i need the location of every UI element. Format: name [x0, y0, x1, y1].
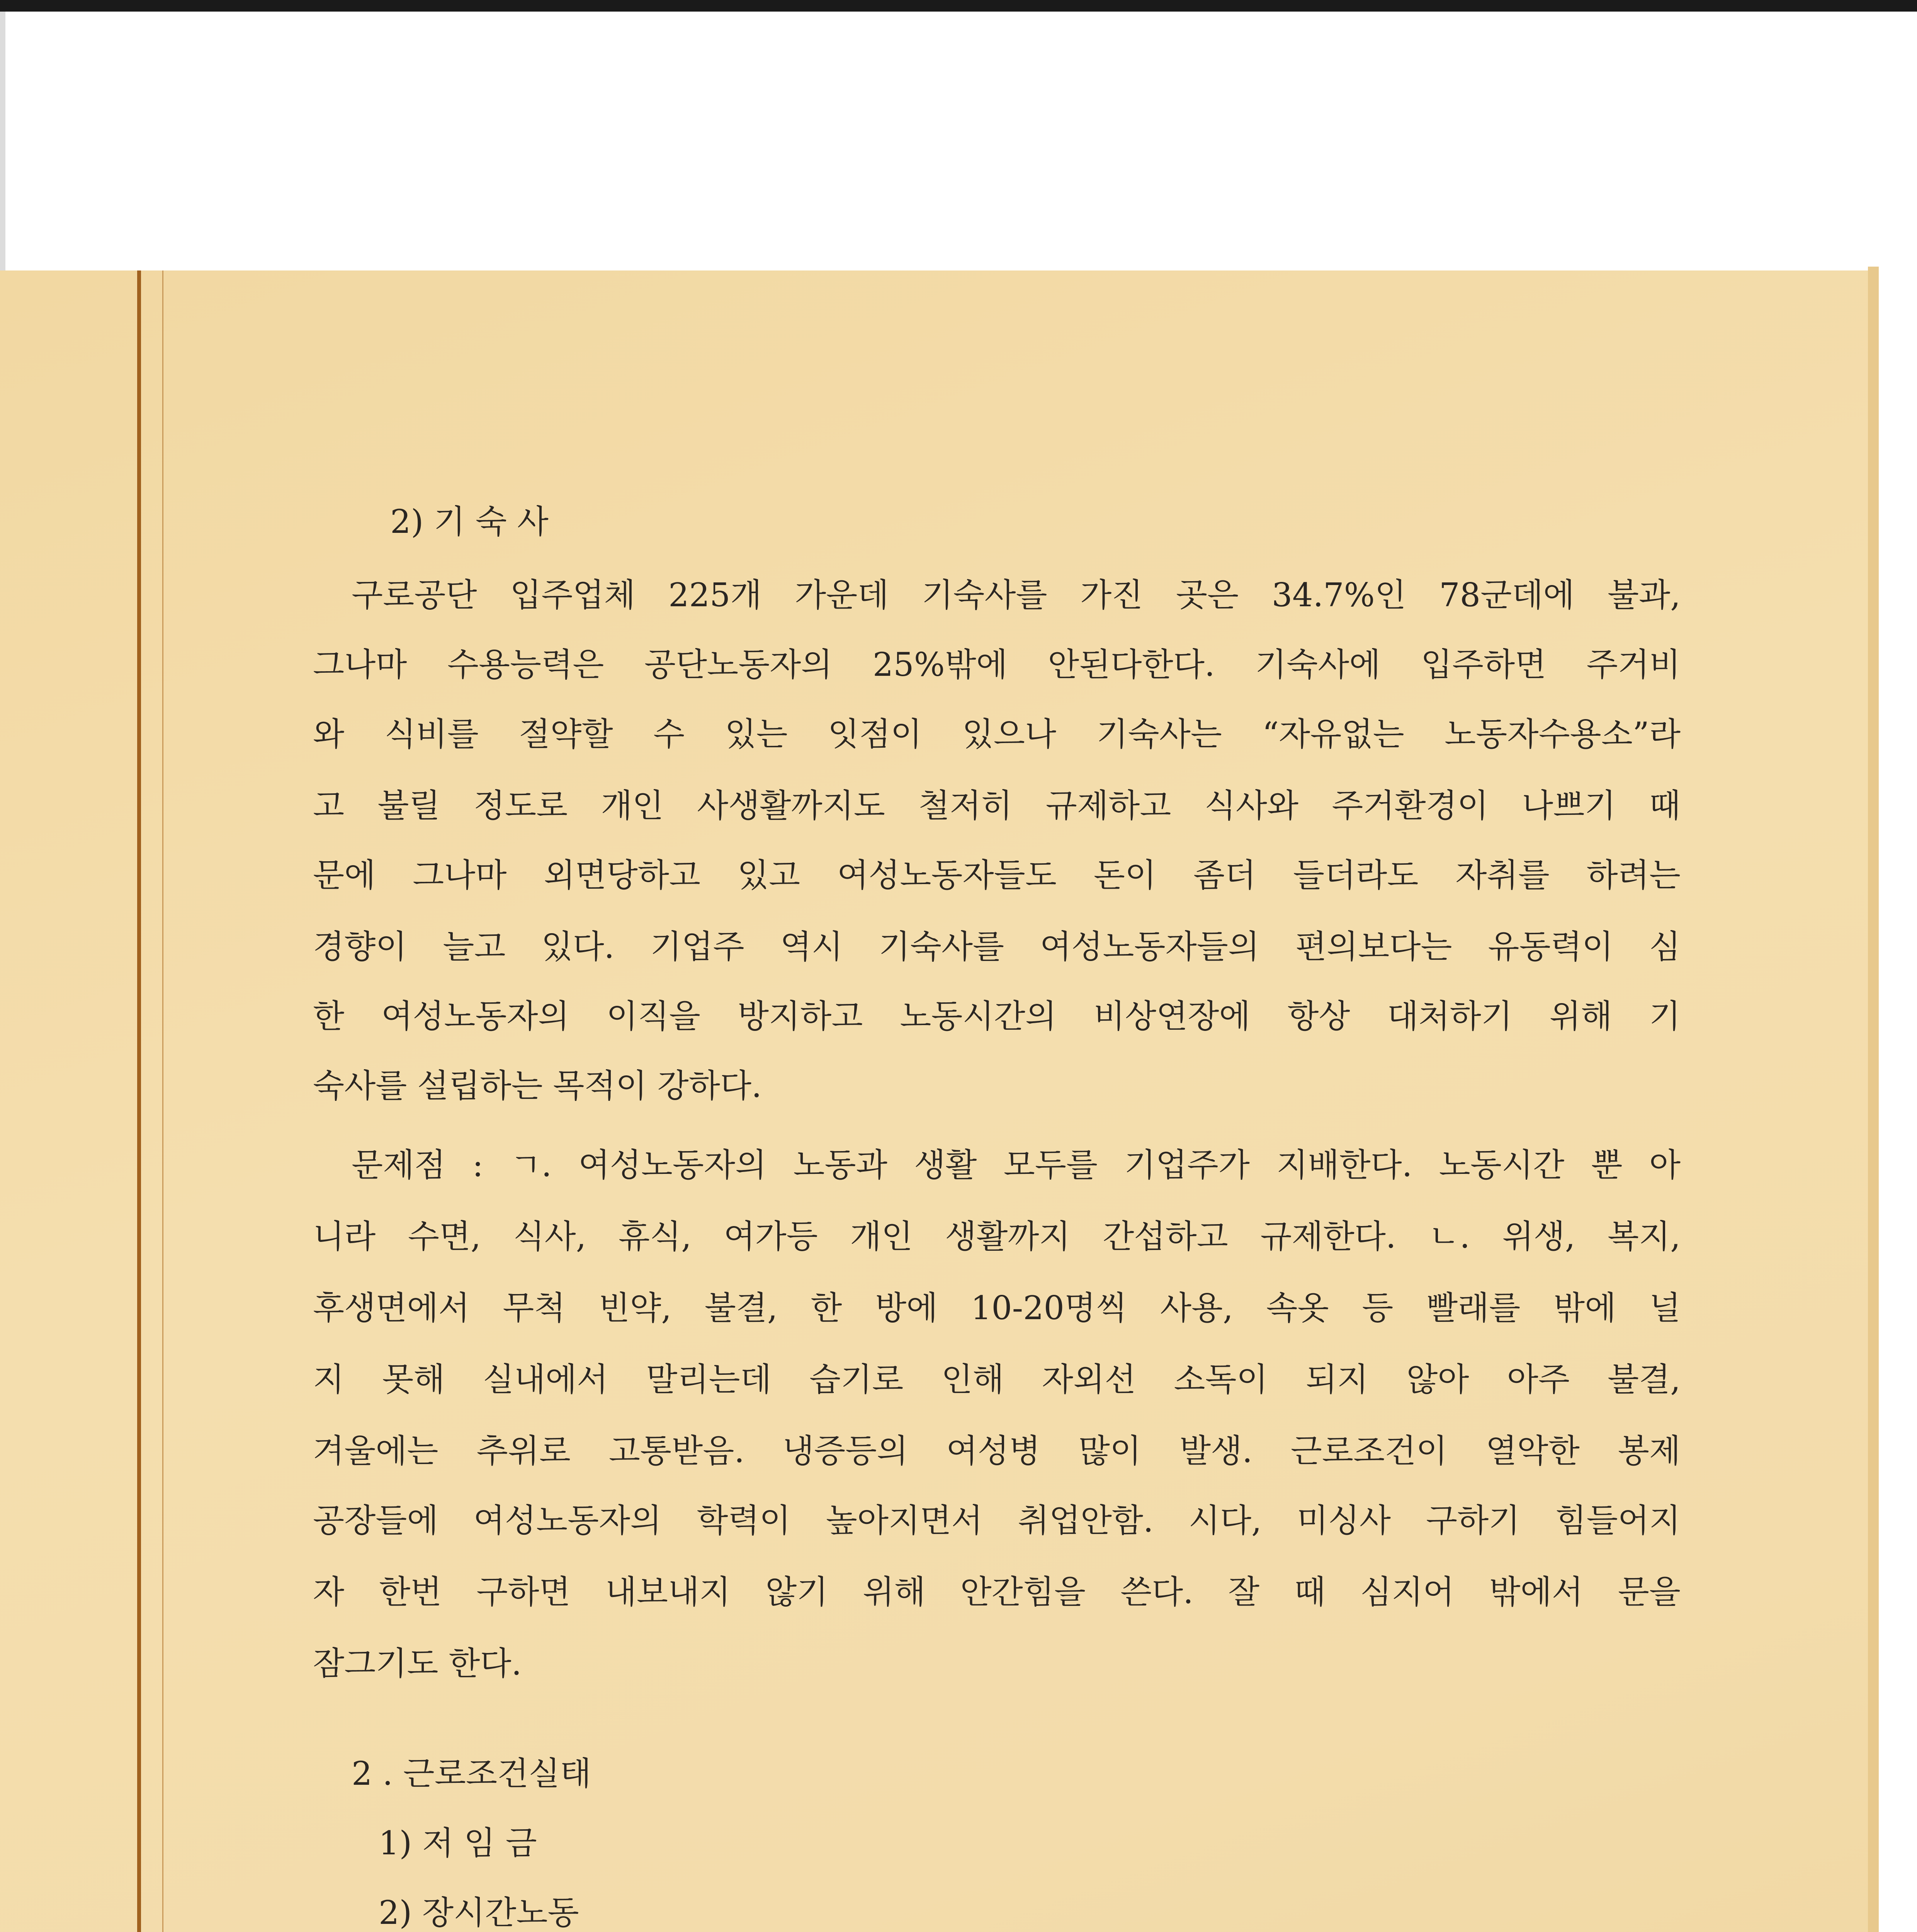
conditions-item: 1) 저 임 금 [379, 1824, 537, 1862]
paragraph-line: 자 한번 구하면 내보내지 않기 위해 안간힘을 쓴다. 잘 때 심지어 밖에서 문을 [313, 1573, 1681, 1611]
paper-right-edge [1868, 267, 1879, 1932]
paragraph-line: 구로공단 입주업체 225개 가운데 기숙사를 가진 곳은 34.7%인 78군데에 불과, [352, 576, 1681, 614]
scan-top-shadow [0, 0, 1917, 12]
paragraph-line: 와 식비를 절약할 수 있는 잇점이 있으나 기숙사는 “자유없는 노동자수용소”라 [313, 715, 1681, 753]
dorm-section-heading: 2) 기 숙 사 [390, 503, 549, 541]
paragraph-line: 숙사를 설립하는 목적이 강하다. [313, 1067, 762, 1105]
paragraph-line: 그나마 수용능력은 공단노동자의 25%밖에 안된다한다. 기숙사에 입주하면 주거비 [313, 646, 1681, 684]
paragraph-line: 후생면에서 무척 빈약, 불결, 한 방에 10-20명씩 사용, 속옷 등 빨래를 밖에 널 [313, 1289, 1681, 1327]
paragraph-line: 문에 그나마 외면당하고 있고 여성노동자들도 돈이 좀더 들더라도 자취를 하려는 [313, 856, 1681, 894]
paragraph-line: 고 불릴 정도로 개인 사생활까지도 철저히 규제하고 식사와 주거환경이 나쁘기 때 [313, 787, 1681, 825]
conditions-section-heading: 2 . 근로조건실태 [352, 1755, 591, 1793]
paragraph-line: 겨울에는 추위로 고통받음. 냉증등의 여성병 많이 발생. 근로조건이 열악한 봉제 [313, 1432, 1681, 1470]
paper-sheet [0, 270, 1878, 1932]
binding-line [137, 270, 141, 1932]
paragraph-line: 한 여성노동자의 이직을 방지하고 노동시간의 비상연장에 항상 대처하기 위해 기 [313, 997, 1681, 1035]
paragraph-line: 문제점 : ㄱ. 여성노동자의 노동과 생활 모두를 기업주가 지배한다. 노동시간 뿐 아 [352, 1146, 1681, 1184]
paragraph-line: 공장들에 여성노동자의 학력이 높아지면서 취업안함. 시다, 미싱사 구하기 힘들어지 [313, 1502, 1681, 1539]
paragraph-line: 잠그기도 한다. [313, 1645, 522, 1682]
binding-margin-line [162, 270, 163, 1932]
paragraph-line: 지 못해 실내에서 말리는데 습기로 인해 자외선 소독이 되지 않아 아주 불결, [313, 1361, 1681, 1398]
conditions-item: 2) 장시간노동 [379, 1894, 579, 1932]
paragraph-line: 니라 수면, 식사, 휴식, 여가등 개인 생활까지 간섭하고 규제한다. ㄴ. 위생, 복지, [313, 1218, 1681, 1255]
paragraph-line: 경향이 늘고 있다. 기업주 역시 기숙사를 여성노동자들의 편의보다는 유동력이 심 [313, 928, 1681, 966]
